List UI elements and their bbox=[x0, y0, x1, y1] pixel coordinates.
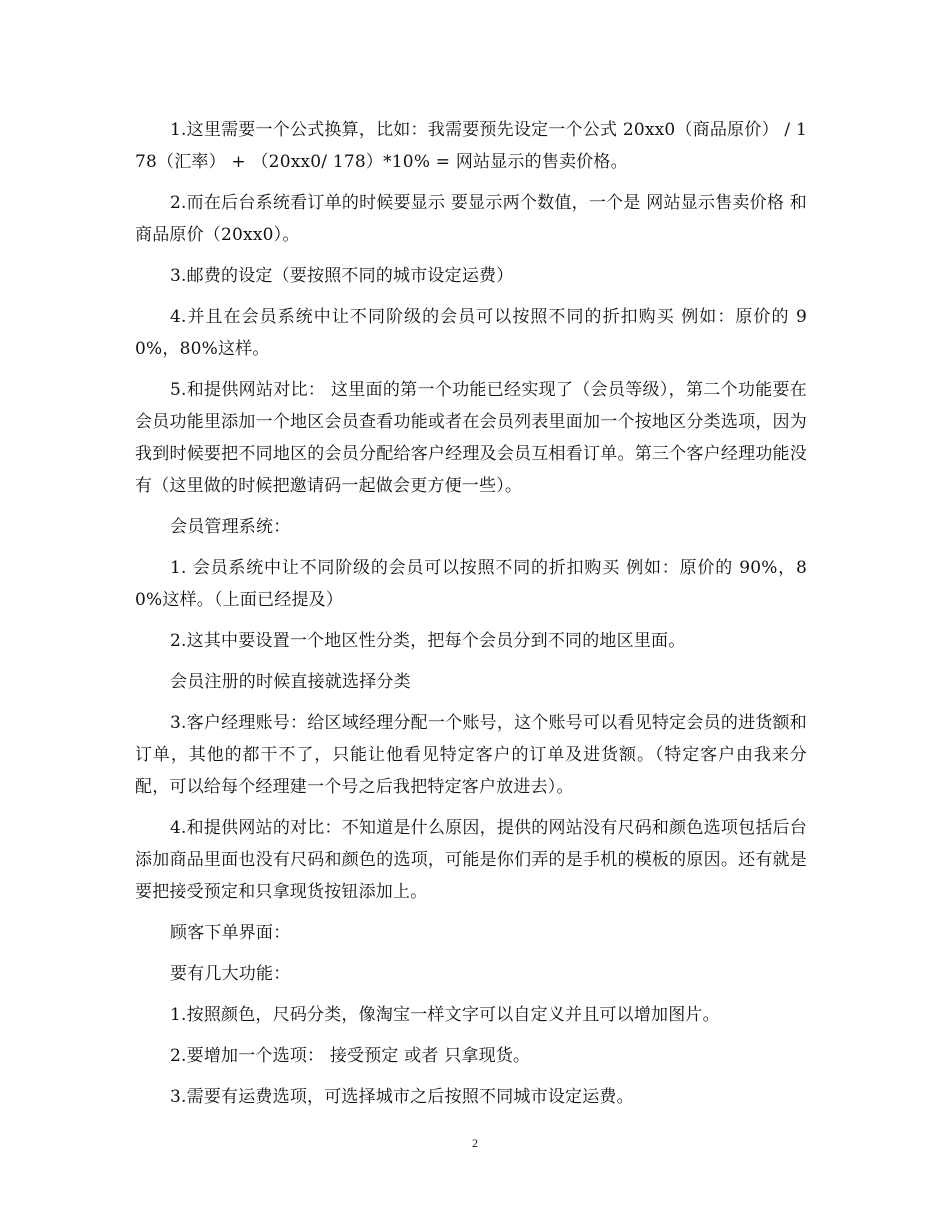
paragraph: 3.邮费的设定（要按照不同的城市设定运费） bbox=[170, 266, 514, 286]
paragraph: 2.而在后台系统看订单的时候要显示 要显示两个数值，一个是 网站显示售卖价格 和 商品原价（20xx0）。 bbox=[135, 193, 807, 245]
paragraph: 4.并且在会员系统中让不同阶级的会员可以按照不同的折扣购买 例如：原价的 90%，80%这样。 bbox=[135, 307, 807, 359]
section-heading: 顾客下单界面： bbox=[170, 923, 291, 943]
paragraph: 1. 会员系统中让不同阶级的会员可以按照不同的折扣购买 例如：原价的 90%，80%这样。（上面已经提及） bbox=[135, 558, 807, 610]
page-number: 2 bbox=[472, 1136, 478, 1150]
paragraph: 2.要增加一个选项： 接受预定 或者 只拿现货。 bbox=[170, 1046, 531, 1066]
paragraph: 3.需要有运费选项，可选择城市之后按照不同城市设定运费。 bbox=[170, 1087, 634, 1107]
paragraph: 1.按照颜色，尺码分类，像淘宝一样文字可以自定义并且可以增加图片。 bbox=[170, 1005, 720, 1025]
paragraph: 4.和提供网站的对比：不知道是什么原因，提供的网站没有尺码和颜色选项包括后台添加商品里面也没有尺码和颜色的选项，可能是你们弄的是手机的模板的原因。还有就是要把接受预定和只拿现货按钮添加上。 bbox=[135, 818, 807, 902]
paragraph: 3.客户经理账号：给区域经理分配一个账号，这个账号可以看见特定会员的进货额和订单，其他的都干不了，只能让他看见特定客户的订单及进货额。（特定客户由我来分配，可以给每个经理建一个号之后我把特定客户放进去）。 bbox=[135, 713, 807, 797]
paragraph: 会员注册的时候直接就选择分类 bbox=[170, 672, 411, 692]
paragraph: 5.和提供网站对比： 这里面的第一个功能已经实现了（会员等级），第二个功能要在会员功能里添加一个地区会员查看功能或者在会员列表里面加一个按地区分类选项，因为我到时候要把不同地区的会员分配给客户经理及会员互相看订单。第三个客户经理功能没有（这里做的时候把邀请码一起做会更方便一些）。 bbox=[135, 380, 807, 496]
document-body bbox=[135, 114, 807, 1122]
paragraph: 1.这里需要一个公式换算，比如：我需要预先设定一个公式 20xx0（商品原价） / 178（汇率） + （20xx0/ 178）*10% = 网站显示的售卖价格。 bbox=[135, 120, 807, 172]
section-heading: 会员管理系统： bbox=[170, 517, 291, 537]
paragraph: 2.这其中要设置一个地区性分类，把每个会员分到不同的地区里面。 bbox=[170, 631, 686, 651]
paragraph: 要有几大功能： bbox=[170, 964, 291, 984]
